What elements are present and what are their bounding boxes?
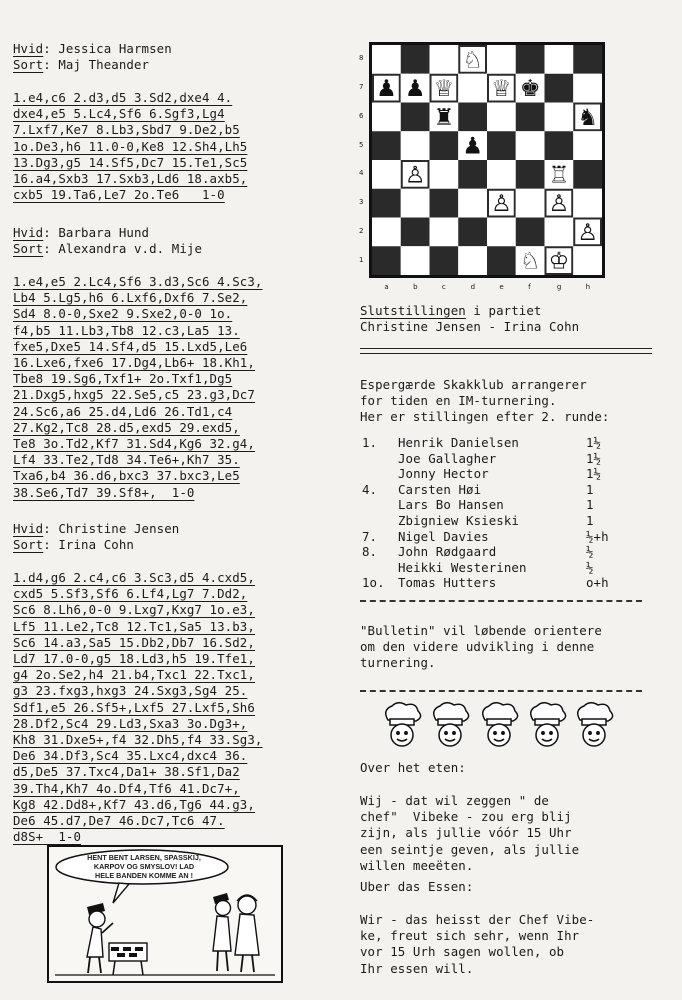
standings-row (362, 482, 642, 498)
light-square (573, 246, 602, 275)
dark-square (401, 103, 430, 132)
chess-cartoon (47, 845, 283, 983)
move-line: Sc6 14.a3,Sa5 15.Db2,Db7 16.Sd2, (13, 634, 255, 650)
file-label: g (556, 283, 562, 291)
standings-row (362, 451, 642, 467)
player-name: John Rødgaard (398, 544, 497, 560)
caption-underlined: Slutstillingen (360, 303, 466, 318)
player-name: Lars Bo Hansen (398, 497, 504, 513)
move-line: De6 34.Df3,Sc4 35.Lxc4,dxc4 36. (13, 748, 248, 764)
black-player: Irina Cohn (58, 537, 134, 553)
rank-labels (357, 42, 367, 278)
chef-head (386, 703, 421, 746)
light-square (487, 45, 516, 74)
caption-rest: i partiet (465, 303, 542, 318)
game-1-moves (13, 90, 343, 203)
dutch-line: zijn, als jullie vóór 15 Uhr (360, 825, 572, 841)
move-line: De6 45.d7,De7 46.Dc7,Tc6 47. (13, 813, 225, 829)
dashed-divider (360, 690, 642, 692)
german-line: ke, freut sich sehr, wenn Ihr (360, 928, 580, 944)
dark-square (430, 189, 459, 218)
light-square (573, 189, 602, 218)
dutch-text (360, 793, 579, 874)
player-points: o+h (586, 575, 609, 591)
light-square (545, 103, 574, 132)
light-square (430, 160, 459, 189)
move-line: 13.Dg3,g5 14.Sf5,Dc7 15.Te1,Sc5 (13, 154, 248, 170)
move-line: 1.e4,c6 2.d3,d5 3.Sd2,dxe4 4. (13, 90, 233, 105)
standings-row (362, 513, 642, 529)
standings-table (362, 435, 642, 591)
standings-row (362, 497, 642, 513)
light-square (401, 189, 430, 218)
player-name: Tomas Hutters (398, 575, 497, 591)
black-player: Alexandra v.d. Mije (58, 241, 203, 257)
white-pawn-icon: ♙ (404, 162, 426, 189)
player-points: 1½ (586, 435, 602, 450)
cartoon-speech-bubble (64, 853, 224, 880)
move-line: Txa6,b4 36.d6,bxc3 37.bxc3,Le5 (13, 468, 240, 484)
white-label: Hvid (13, 41, 44, 56)
dark-square (516, 45, 545, 74)
white-queen-icon: ♕ (491, 76, 512, 103)
chess-diagram (357, 40, 607, 290)
intro-line: Espergærde Skakklub arrangerer (360, 377, 587, 392)
light-square (458, 189, 487, 218)
file-label: h (585, 283, 591, 291)
player-points: 1½ (586, 466, 602, 482)
move-line: Lf4 33.Te2,Td8 34.Te6+,Kh7 35. (13, 452, 240, 468)
light-square (545, 218, 574, 247)
move-line: Lf5 11.Le2,Tc8 12.Tc1,Sa5 13.b3, (13, 618, 255, 634)
black-pawn-icon: ♟ (462, 133, 483, 160)
standings-row (362, 529, 642, 545)
file-label: b (413, 283, 418, 291)
rank-label: 8 (359, 54, 364, 63)
dark-square (487, 246, 516, 275)
game-2-header: Hvid: Barbara Hund Sort: Alexandra v.d. Mije (13, 225, 203, 257)
dutch-line: chef" Vibeke - zou erg blij (360, 809, 572, 825)
german-line: Wir - das heisst der Chef Vibe- (360, 912, 595, 927)
black-player: Maj Theander (58, 57, 150, 73)
dark-square (458, 218, 487, 247)
move-line: Ld7 17.0-0,g5 18.Ld3,h5 19.Tfe1, (13, 651, 255, 667)
move-line: 24.Sc6,a6 25.d4,Ld6 26.Td1,c4 (13, 403, 233, 419)
dark-square (573, 160, 602, 189)
game-1-header: Hvid: Jessica Harmsen Sort: Maj Theander (13, 41, 172, 73)
white-player: Jessica Harmsen (58, 41, 172, 56)
move-line: Sc6 8.Lh6,0-0 9.Lxg7,Kxg7 1o.e3, (13, 602, 255, 618)
chess-board (369, 42, 605, 278)
move-line: g4 2o.Se2,h4 21.b4,Txc1 22.Txc1, (13, 667, 255, 683)
player-points: 1 (586, 481, 594, 497)
dark-square (430, 131, 459, 160)
dark-square (372, 189, 401, 218)
player-points: 1½ (586, 450, 602, 466)
light-square (430, 218, 459, 247)
rank-label: 3 (359, 198, 364, 207)
move-line: Sdf1,e5 26.Sf5+,Lxf5 27.Lxf5,Sh6 (13, 699, 255, 715)
player-points: ½+h (586, 528, 609, 544)
standings-row (362, 560, 642, 576)
move-line: Kg8 42.Dd8+,Kf7 43.d6,Tg6 44.g3, (13, 796, 255, 812)
dark-square (573, 45, 602, 74)
standings-row (362, 435, 642, 451)
light-square (487, 103, 516, 132)
move-line: fxe5,Dxe5 14.Sf4,d5 15.Lxd5,Le6 (13, 338, 248, 354)
move-line: f4,b5 11.Lb3,Tb8 12.c3,La5 13. (13, 322, 240, 338)
move-line: g3 23.fxg3,hxg3 24.Sxg3,Sg4 25. (13, 683, 248, 699)
move-line: 1.e4,e5 2.Lc4,Sf6 3.d3,Sc6 4.Sc3, (13, 274, 263, 289)
player-points: ½ (586, 559, 594, 575)
rank-label: 1 (359, 255, 364, 264)
file-label: c (441, 283, 446, 291)
rank-label: 2 (359, 226, 364, 235)
divider-line (360, 353, 652, 354)
light-square (372, 45, 401, 74)
light-square (458, 74, 487, 103)
rank-label: 7 (359, 83, 364, 92)
bulletin-line: om den videre udvikling i denne (360, 639, 595, 655)
dark-square (372, 246, 401, 275)
white-rook-icon: ♖ (548, 162, 570, 189)
white-queen-icon: ♕ (433, 76, 455, 103)
chef-illustration (382, 702, 614, 750)
move-line: 27.Kg2,Tc8 28.d5,exd5 29.exd5, (13, 419, 240, 435)
player-name: Carsten Høi (398, 481, 482, 497)
move-line: d5,De5 37.Txc4,Da1+ 38.Sf1,Da2 (13, 764, 240, 780)
player-points: 1 (586, 512, 594, 528)
dark-square (458, 103, 487, 132)
dark-square (372, 131, 401, 160)
bubble-line: KARPOV OG SMYSLOV! LAD (93, 862, 195, 871)
white-label: Hvid (13, 521, 44, 536)
game-3-header: Hvid: Christine Jensen Sort: Irina Cohn (13, 521, 180, 553)
standing-rank: 8. (362, 544, 378, 560)
white-player: Christine Jensen (58, 521, 180, 536)
light-square (458, 246, 487, 275)
player-points: ½ (586, 544, 594, 560)
board-grid (372, 45, 602, 275)
white-pawn-icon: ♙ (548, 191, 570, 218)
player-name: Jonny Hector (398, 466, 489, 482)
light-square (372, 103, 401, 132)
player-name: Zbigniew Ksieski (398, 512, 519, 528)
light-square (573, 131, 602, 160)
dark-square (401, 45, 430, 74)
light-square (372, 218, 401, 247)
game-3-moves (13, 570, 343, 845)
caption-game: Christine Jensen - Irina Cohn (360, 319, 580, 335)
white-king-icon: ♔ (548, 248, 570, 275)
black-pawn-icon: ♟ (376, 76, 397, 103)
chef-heads-icon (382, 702, 614, 750)
light-square (401, 131, 430, 160)
move-line: 7.Lxf7,Ke7 8.Lb3,Sbd7 9.De2,b5 (13, 122, 240, 138)
move-line: 1o.De3,h6 11.0-0,Ke8 12.Sh4,Lh5 (13, 138, 248, 154)
white-label: Hvid (13, 225, 44, 240)
black-king-icon: ♚ (519, 76, 541, 103)
white-pawn-icon: ♙ (491, 191, 512, 218)
move-line: 16.Lxe6,fxe6 17.Dg4,Lb6+ 18.Kh1, (13, 355, 255, 371)
player-name: Henrik Danielsen (398, 435, 519, 450)
bubble-line: HELE BANDEN KOMME AN ! (95, 871, 193, 880)
eten-heading: Over het eten: (360, 760, 466, 775)
move-line: Sd4 8.0-0,Sxe2 9.Sxe2,0-0 1o. (13, 306, 233, 322)
black-knight-icon: ♞ (577, 104, 598, 131)
standing-rank: 7. (362, 528, 378, 544)
standings-row (362, 575, 642, 591)
dark-square (545, 74, 574, 103)
file-label: e (499, 283, 504, 291)
light-square (545, 45, 574, 74)
dark-square (516, 218, 545, 247)
move-line: dxe4,e5 5.Lc4,Sf6 6.Sgf3,Lg4 (13, 106, 225, 122)
standings-row (362, 466, 642, 482)
dutch-line: een seintje geven, als jullie (360, 841, 580, 857)
move-line: 38.Se6,Td7 39.Sf8+, 1-0 (13, 484, 195, 500)
dark-square (545, 131, 574, 160)
move-line: Lb4 5.Lg5,h6 6.Lxf6,Dxf6 7.Se2, (13, 290, 248, 306)
dark-square (516, 103, 545, 132)
intro-line: for tiden en IM-turnering. (360, 393, 557, 409)
bulletin-note (360, 623, 602, 672)
german-line: vor 15 Urh sagen wollen, ob (360, 944, 565, 960)
move-line: 39.Th4,Kh7 4o.Df4,Tf6 41.Dc7+, (13, 780, 240, 796)
rank-label: 4 (359, 169, 364, 178)
light-square (372, 160, 401, 189)
light-square (401, 246, 430, 275)
move-line: 28.Df2,Sc4 29.Ld3,Sxa3 3o.Dg3+, (13, 715, 248, 731)
player-points: 1 (586, 497, 594, 513)
move-line: Kh8 31.Dxe5+,f4 32.Dh5,f4 33.Sg3, (13, 732, 263, 748)
move-line: 1.d4,g6 2.c4,c6 3.Sc3,d5 4.cxd5, (13, 570, 255, 585)
player-name: Joe Gallagher (398, 450, 497, 466)
bulletin-line: "Bulletin" vil løbende orientere (360, 623, 602, 638)
move-line: Te8 3o.Td2,Kf7 31.Sd4,Kg6 32.g4, (13, 436, 255, 452)
dark-square (430, 246, 459, 275)
divider-line (360, 348, 652, 349)
light-square (573, 74, 602, 103)
black-pawn-icon: ♟ (404, 76, 426, 103)
rank-label: 6 (359, 111, 364, 120)
move-line: cxb5 19.Ta6,Le7 2o.Te6 1-0 (13, 187, 225, 203)
player-name: Nigel Davies (398, 528, 489, 544)
dark-square (401, 218, 430, 247)
standing-rank: 1o. (362, 575, 385, 591)
dashed-divider (360, 600, 642, 602)
diagram-caption (360, 303, 579, 335)
dutch-line: willen meeëten. (360, 857, 474, 873)
light-square (487, 218, 516, 247)
file-label: d (470, 283, 476, 291)
black-rook-icon: ♜ (433, 104, 455, 131)
standing-rank: 4. (362, 481, 378, 497)
dutch-line: Wij - dat wil zeggen " de (360, 793, 549, 808)
white-player: Barbara Hund (58, 225, 150, 240)
move-line: d8S+ 1-0 (13, 829, 82, 845)
light-square (516, 189, 545, 218)
standings-row (362, 544, 642, 560)
move-line: Tbe8 19.Sg6,Txf1+ 2o.Txf1,Dg5 (13, 371, 233, 387)
black-label: Sort (13, 241, 44, 257)
white-knight-icon: ♘ (462, 47, 483, 74)
german-line: Ihr essen will. (360, 960, 474, 976)
german-text (360, 912, 594, 977)
dark-square (487, 131, 516, 160)
move-line: 16.a4,Sxb3 17.Sxb3,Ld6 18.axb5, (13, 171, 248, 187)
bulletin-line: turnering. (360, 655, 436, 671)
black-label: Sort (13, 537, 44, 553)
intro-line: Her er stillingen efter 2. runde: (360, 409, 610, 425)
move-line: cxd5 5.Sf3,Sf6 6.Lf4,Lg7 7.Dd2, (13, 586, 248, 602)
file-label: a (384, 283, 389, 291)
light-square (516, 131, 545, 160)
light-square (487, 160, 516, 189)
essen-heading: Uber das Essen: (360, 879, 474, 894)
tournament-intro (360, 377, 609, 426)
standing-rank: 1. (362, 435, 378, 450)
dark-square (458, 160, 487, 189)
game-2-moves (13, 274, 343, 501)
white-knight-icon: ♘ (519, 248, 541, 275)
bubble-line: HENT BENT LARSEN, SPASSKIJ, (87, 853, 201, 862)
light-square (430, 45, 459, 74)
move-line: 21.Dxg5,hxg5 22.Se5,c5 23.g3,Dc7 (13, 387, 255, 403)
dark-square (516, 160, 545, 189)
black-label: Sort (13, 57, 44, 73)
rank-label: 5 (359, 140, 364, 149)
white-pawn-icon: ♙ (577, 219, 598, 246)
file-label: f (528, 283, 531, 291)
player-name: Heikki Westerinen (398, 559, 527, 575)
